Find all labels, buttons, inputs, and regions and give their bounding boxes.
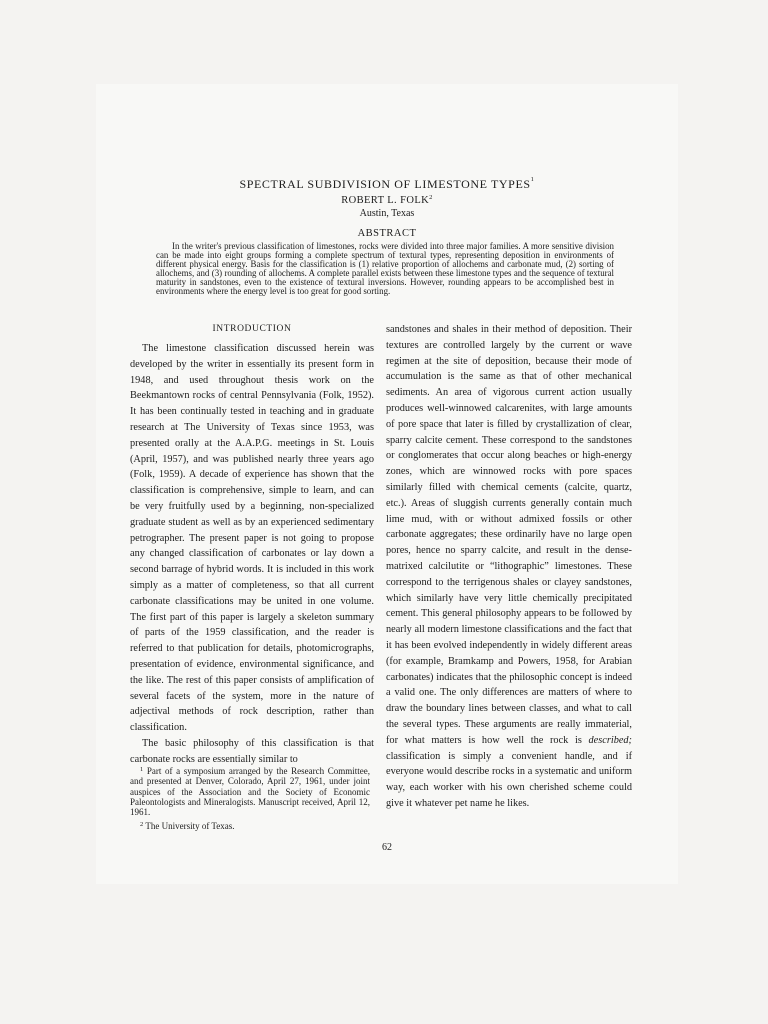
left-column — [130, 322, 374, 768]
abstract-text: In the writer's previous classification of limestones, rocks were divided into three major families. A more sensitive division can be made into eight groups forming a complete spectrum of textural types, representing deposition in environments of different physical energy. Basis for the classification is (1) relative proportion of allochems and carbonate mud, (2) sorting of allochems, and (3) rounding of allochems. A complete parallel exists between these limestone types and the sequence of textural maturity in sandstones, even to the existence of textural inversions. However, rounding appears to be accomplished best in environments where the energy level is too great for good sorting. — [156, 241, 614, 297]
abstract-heading: ABSTRACT — [357, 228, 417, 239]
footnote: $^2$ The University of Texas. — [140, 821, 235, 832]
section-heading-introduction: INTRODUCTION — [212, 324, 292, 334]
body-paragraph: sandstones and shales in their method of deposition. Their textures are controlled largely by the current or wave regimen at the site of deposition, because their mode of accumulation is the same as that of other mechanical sediments. An area of vigorous current action usually produces well-winnowed calcarenites, with large amounts of pore space that later is filled by crystallization of clear, sparry calcite cement. These correspond to the sandstones or conglomerates that occur along beaches or high-energy zones, which are winnowed rocks with pore spaces similarly filled with chemical cements (calcite, quartz, etc.). Areas of sluggish currents generally contain much lime mud, with or without admixed fossils or other carbonate aggregates; these ordinarily have no large open pores, hence no sparry calcite, and result in the dense-matrixed calcilutite or “lithographic” limestones. These correspond to the terrigenous shales or clayey sandstones, which similarly have very little chemically precipitated cement. This general philosophy appears to be followed by nearly all modern limestone classifications and the fact that it has been evolved independently in widely different areas (for example, Bramkamp and Powers, 1958, for Arabian carbonates) indicates that the philosophic concept is indeed a valid one. The only differences are matters of where to draw the boundary lines between classes, and what to call the several types. These arguments are really immaterial, for what matters is how well the rock is described; classification is simply a convenient handle, and if everyone would describe rocks in a systematic and uniform way, each worker with his own cherished scheme could give it whatever pet name he likes. — [386, 324, 632, 809]
footnotes — [130, 766, 370, 836]
body-paragraph: The limestone classification discussed herein was developed by the writer in essentially its present form in 1948, and used throughout thesis work on the Beekmantown rocks of central Pennsylvania (Folk, 1952). It has been continually tested in teaching and in graduate research at The University of Texas since 1953, was presented orally at the A.A.P.G. meetings in St. Louis (April, 1957), and was published nearly three years ago (Folk, 1959). A decade of experience has shown that the classification is comprehensive, simple to learn, and can be very fruitfully used by a beginning, non-specialized graduate student as well as by an experienced sedimentary petrographer. The present paper is not going to propose any changed classification of carbonates or lay down a second barrage of hybrid words. It is included in this work simply as a matter of completeness, so that all current carbonate classifications may be united in one volume. The first part of this paper is largely a skeleton summary of parts of the 1959 classification, and the reader is referred to that publication for details, photomicrographs, presentation of evidence, environmental significance, and the like. The rest of this paper consists of amplification of several facets of the system, more in the nature of adjectival methods of rock description, rather than classification. — [130, 343, 374, 734]
page-number: 62 — [382, 842, 392, 853]
footnote: $^1$ Part of a symposium arranged by the Research Committee, and presented at Denver, Colorado, April 27, 1961, under joint auspices of the Association and the Society of Economic Paleontologists and Mineralogists. Manuscript received, April 12, 1961. — [130, 766, 370, 818]
paper-title: SPECTRAL SUBDIVISION OF LIMESTONE TYPES$^1$ — [239, 176, 535, 191]
footnote-mark: 1 — [140, 766, 144, 773]
author-footnote-mark: 2 — [429, 194, 433, 201]
footnote-mark: 2 — [140, 821, 144, 829]
author-affiliation: Austin, Texas — [359, 208, 415, 219]
title-footnote-mark: 1 — [530, 176, 535, 183]
author-name: ROBERT L. FOLK$^2$ — [341, 194, 433, 206]
emphasis-text: described; — [588, 734, 632, 746]
right-column — [386, 322, 632, 812]
body-paragraph: The basic philosophy of this classification is that carbonate rocks are essentially similar to — [130, 737, 374, 765]
